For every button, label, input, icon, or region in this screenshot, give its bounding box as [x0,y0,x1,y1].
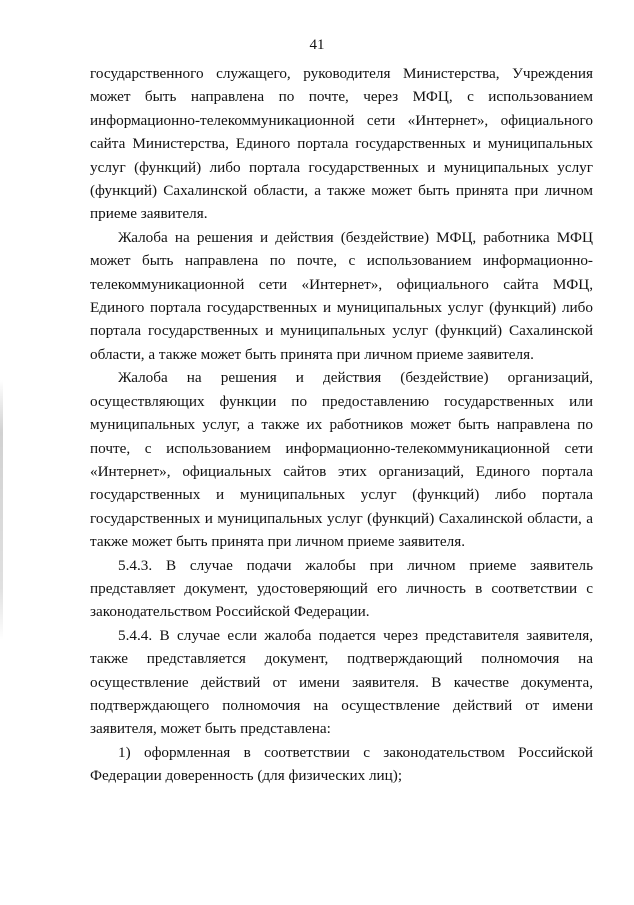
paragraph-2: Жалоба на решения и действия (бездействие) МФЦ, работника МФЦ может быть направлена по почте, с использованием информационно-телекоммуникационной сети «Интернет», официального сайта МФЦ, Единого портала государственных и муниципальных услуг (функций) либо портала государственных и муниципальных услуг (функций) Сахалинской области, а также может быть принята при личном приеме заявителя. [90,228,593,363]
document-body [90,62,593,788]
paragraph-6: 1) оформленная в соответствии с законодательством Российской Федерации доверенность (для физических лиц); [90,743,593,785]
paragraph-3: Жалоба на решения и действия (бездействие) организаций, осуществляющих функции по предоставлению государственных или муниципальных услуг, а также их работников может быть направлена по почте, с использованием информационно-телекоммуникационной сети «Интернет», официальных сайтов этих организаций, Единого портала государственных и муниципальных услуг (функций) либо портала государственных и муниципальных услуг (функций) Сахалинской области, а также может быть принята при личном приеме заявителя. [90,369,593,551]
page-number: 41 [309,37,325,53]
paragraph-5: 5.4.4. В случае если жалоба подается через представителя заявителя, также представляется документ, подтверждающий полномочия на осуществление действий от имени заявителя. В качестве документа, подтверждающего полномочия на осуществление действий от имени заявителя, может быть представлена: [90,626,593,738]
paragraph-4: 5.4.3. В случае подачи жалобы при личном приеме заявитель представляет документ, удостоверяющий его личность в соответствии с законодательством Российской Федерации. [90,556,593,621]
paragraph-1: государственного служащего, руководителя Министерства, Учреждения может быть направлена по почте, через МФЦ, с использованием информационно-телекоммуникационной сети «Интернет», официального сайта Министерства, Единого портала государственных и муниципальных услуг (функций) либо портала государственных и муниципальных услуг (функций) Сахалинской области, а также может быть принята при личном приеме заявителя. [90,65,593,223]
scan-edge-shadow [0,380,3,640]
